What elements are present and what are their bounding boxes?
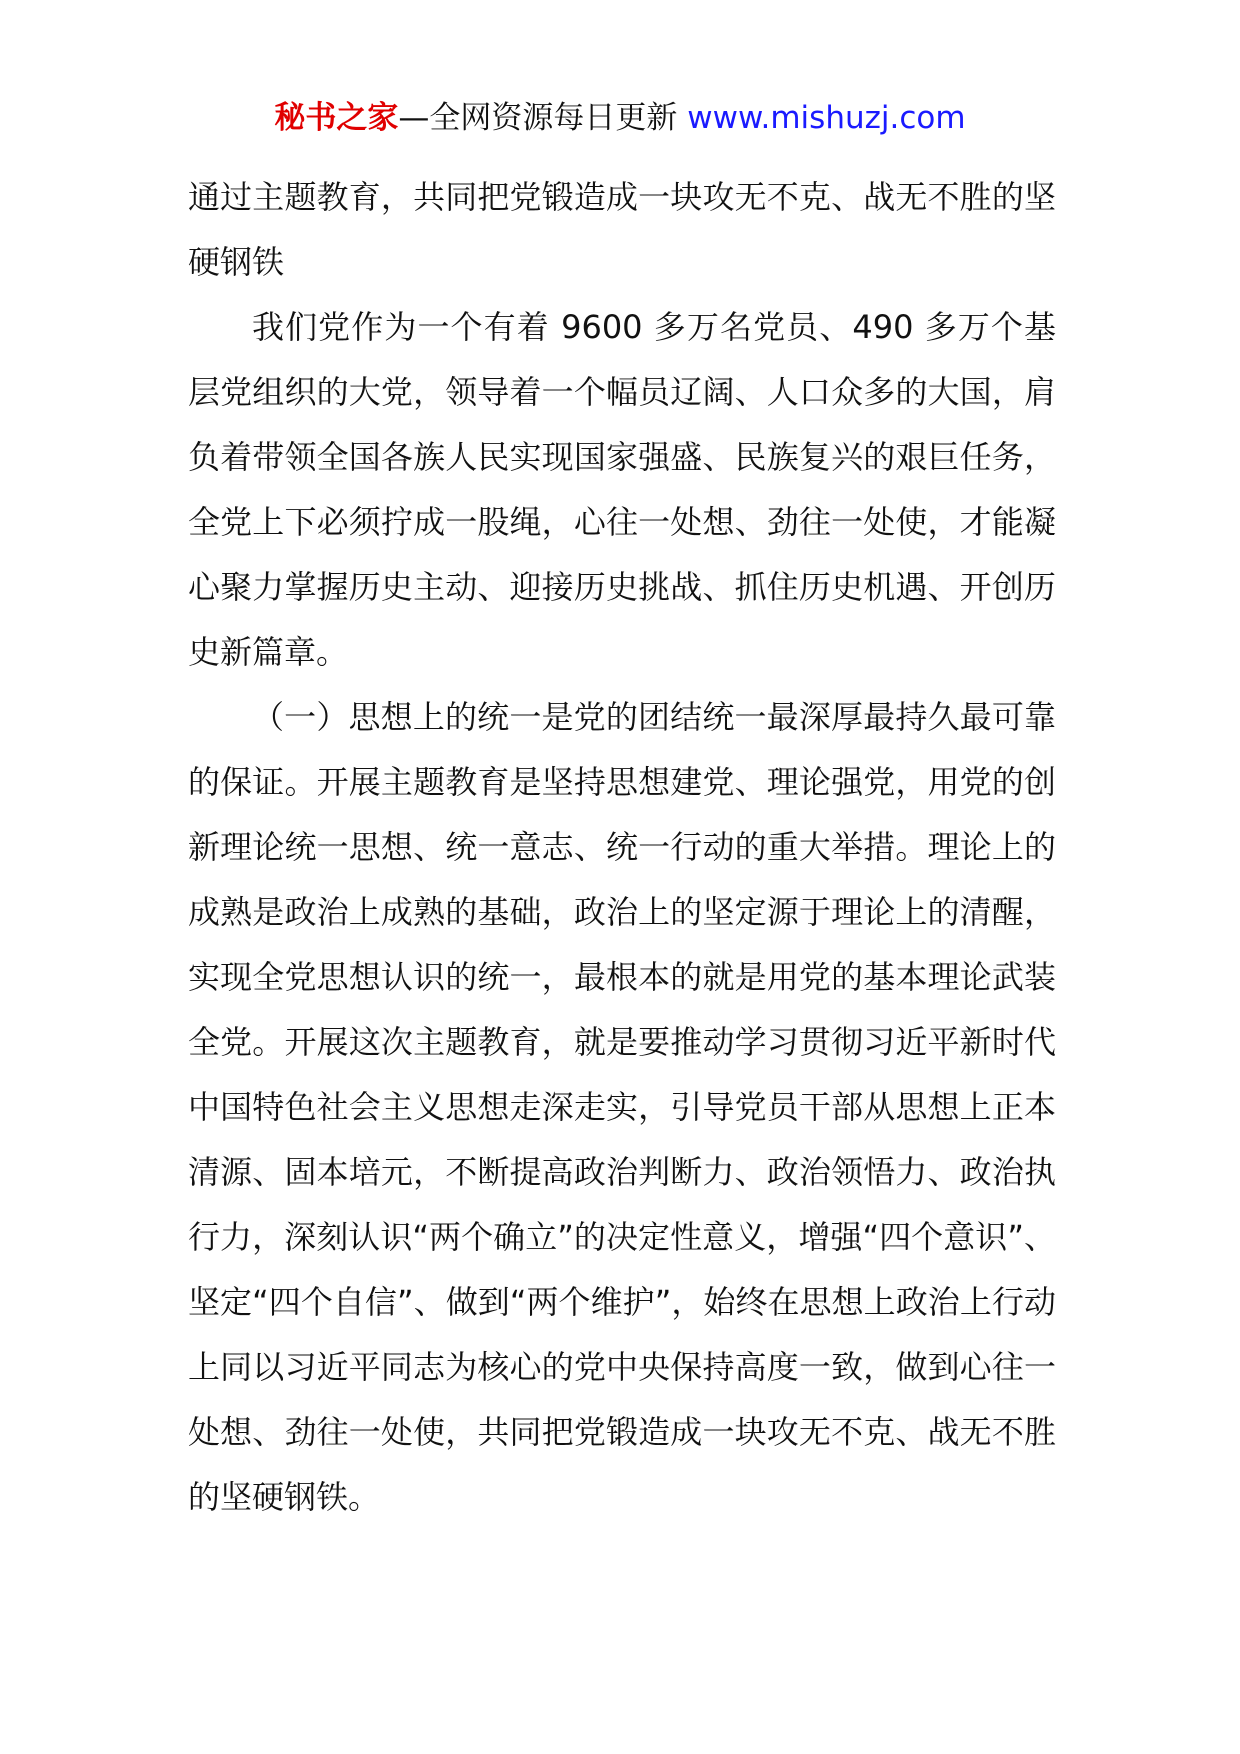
site-brand: 秘书之家 <box>274 100 399 136</box>
site-header <box>0 98 1240 138</box>
site-tagline: —全网资源每日更新 <box>398 100 688 136</box>
paragraph-1: 我们党作为一个有着 9600 多万名党员、490 多万个基层党组织的大党，领导着一个幅员辽阔、人口众多的大国，肩负着带领全国各族人民实现国家强盛、民族复兴的艰巨任务，全党上下必须拧成一股绳，心往一处想、劲往一处使，才能凝心聚力掌握历史主动、迎接历史挑战、抓住历史机遇、开创历史新篇章。 <box>188 308 1056 671</box>
paragraph-2: （一）思想上的统一是党的团结统一最深厚最持久最可靠的保证。开展主题教育是坚持思想建党、理论强党，用党的创新理论统一思想、统一意志、统一行动的重大举措。理论上的成熟是政治上成熟的基础，政治上的坚定源于理论上的清醒，实现全党思想认识的统一，最根本的就是用党的基本理论武装全党。开展这次主题教育，就是要推动学习贯彻习近平新时代中国特色社会主义思想走深走实，引导党员干部从思想上正本清源、固本培元，不断提高政治判断力、政治领悟力、政治执行力，深刻认识“两个确立”的决定性意义，增强“四个意识”、坚定“四个自信”、做到“两个维护”，始终在思想上政治上行动上同以习近平同志为核心的党中央保持高度一致，做到心往一处想、劲往一处使，共同把党锻造成一块攻无不克、战无不胜的坚硬钢铁。 <box>188 698 1056 1516</box>
site-url-link[interactable]: www.mishuzj.com <box>687 100 966 136</box>
section-heading: 通过主题教育，共同把党锻造成一块攻无不克、战无不胜的坚硬钢铁 <box>188 178 1056 281</box>
document-body <box>188 165 1056 1530</box>
